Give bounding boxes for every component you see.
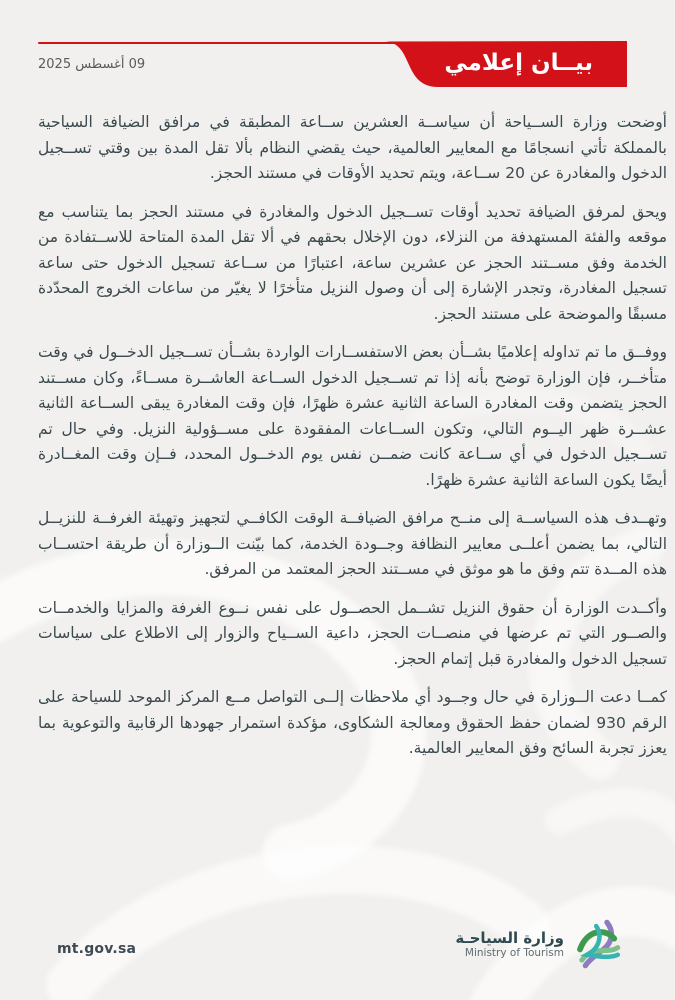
banner-title: بيــان إعلامي [444, 50, 593, 76]
ministry-logo-wordmark [455, 929, 564, 960]
statement-date: 09 أغسطس 2025 [38, 57, 146, 72]
statement-paragraph: ويحق لمرفق الضيافة تحديد أوقات تســجيل الدخول والمغادرة في مستند الحجز بما يتناسب مع موقعه والفئة المستهدفة من النزلاء، دون الإخلال بحقهم في ألا تقل المدة المتاحة للاســتفادة من الخدمة وفق مســتند الحجز عن عشرين ساعة، اعتبارًا من ســاعة تسجيل الدخول حتى ساعة تسجيل المغادرة، وتجدر الإشارة إلى أن وصول النزيل متأخرًا لا يغيّر من ساعات الخروج المحدّدة مسبقًا والموضحة على مستند الحجز. [38, 202, 667, 323]
statement-paragraph: وتهــدف هذه السياســة إلى منــح مرافق الضيافــة الوقت الكافــي لتجهيز وتهيئة الغرفــة للنزيــل التالي، بما يضمن أعلــى معايير النظافة وجــودة الخدمة، كما بيّنت الــوزارة أن طريقة احتســاب هذه المــدة تتم وفق ما هو موثق في مســتند الحجز المعتمد من المرفق. [38, 509, 667, 578]
logo-arabic-wordmark: وزارة السياحـة [455, 928, 564, 947]
statement-body [38, 110, 667, 775]
statement-paragraph: ووفــق ما تم تداوله إعلاميًا بشــأن بعض الاستفســارات الواردة بشــأن تســجيل الدخــول في وقت متأخــر، فإن الوزارة توضح بأنه إذا تم تســجيل الدخول الســاعة العاشــرة مســاءً، وكان مســتند الحجز يتضمن وقت المغادرة الساعة الثانية عشرة ظهرًا، فإن وقت المغادرة يبقى الســاعة الثانية عشــرة ظهر اليــوم التالي، وتكون الســاعات المفقودة على مســؤولية النزيل. وفي حال تم تســجيل الدخول في أي ســاعة كانت ضمــن نفس يوم الدخــول المحدد، فــإن وقت المغــادرة أيضًا يكون الساعة الثانية عشرة ظهرًا. [38, 343, 667, 489]
ministry-logo [455, 916, 625, 972]
logo-english-wordmark: Ministry of Tourism [464, 946, 564, 959]
statement-paragraph: أوضحت وزارة الســياحة أن سياســة العشرين ســاعة المطبقة في مرافق الضيافة السياحية بالمملكة تأتي انسجامًا مع المعايير العالمية، حيث يقضي النظام بألا تقل المدة بين وقتي تســجيل الدخول والمغادرة عن 20 ســاعة، ويتم تحديد الأوقات في مستند الحجز. [38, 113, 667, 182]
website-url: mt.gov.sa [57, 941, 137, 957]
statement-paragraph: وأكــدت الوزارة أن حقوق النزيل تشــمل الحصــول على نفس نــوع الغرفة والمزايا والخدمــات والصــور التي تم عرضها في منصــات الحجز، داعية الســياح والزوار إلى الاطلاع على سياسات تسجيل الدخول والمغادرة قبل إتمام الحجز. [38, 598, 667, 668]
ministry-of-tourism-logo-mark [571, 916, 625, 972]
statement-paragraph: كمــا دعت الــوزارة في حال وجــود أي ملاحظات إلــى التواصل مــع المركز الموحد للسياحة على الرقم 930 لضمان حفظ الحقوق ومعالجة الشكاوى، مؤكدة استمرار جهودها الرقابية والتوعوية بما يعزز تجربة السائح وفق المعايير العالمية. [38, 688, 667, 757]
header-rule [38, 42, 398, 45]
